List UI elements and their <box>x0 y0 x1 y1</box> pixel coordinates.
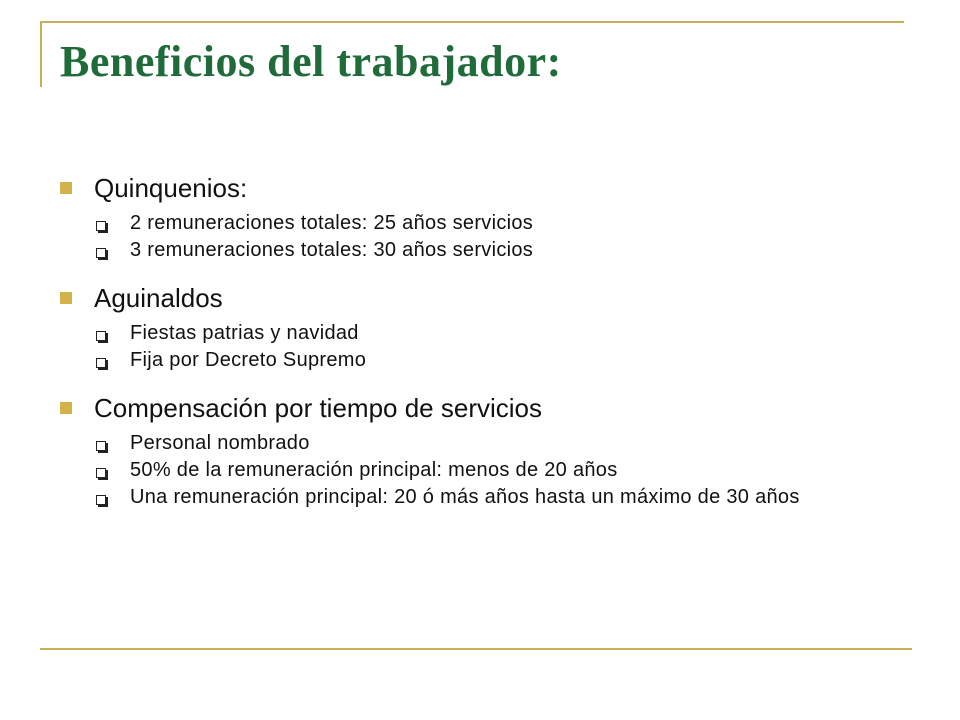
section-heading: Compensación por tiempo de servicios <box>94 392 542 423</box>
section-heading: Quinquenios: <box>94 172 248 203</box>
shadowed-box-bullet-icon <box>96 358 106 368</box>
list-item-text: 50% de la remuneración principal: menos de 20 años <box>130 459 618 481</box>
square-bullet-icon <box>60 182 72 194</box>
slide-title: Beneficios del trabajador: <box>60 37 562 86</box>
list-item <box>60 458 912 482</box>
list-item-text: Fija por Decreto Supremo <box>130 349 367 371</box>
sub-list <box>60 431 912 509</box>
shadowed-box-bullet-icon <box>96 331 106 341</box>
list-item <box>60 431 912 455</box>
shadowed-box-bullet-icon <box>96 441 106 451</box>
left-rule <box>40 21 42 87</box>
top-rule <box>40 21 904 23</box>
slide-content <box>60 168 912 525</box>
section-heading: Aguinaldos <box>94 282 223 313</box>
list-item <box>60 211 912 235</box>
list-item-text: 3 remuneraciones totales: 30 años servicios <box>130 239 534 261</box>
sub-list <box>60 211 912 262</box>
square-bullet-icon <box>60 402 72 414</box>
section-heading-row <box>60 278 912 318</box>
bottom-rule <box>40 648 912 650</box>
list-item-text: 2 remuneraciones totales: 25 años servicios <box>130 212 534 234</box>
section-quinquenios <box>60 168 912 262</box>
shadowed-box-bullet-icon <box>96 221 106 231</box>
list-item <box>60 238 912 262</box>
sub-list <box>60 321 912 372</box>
list-item <box>60 321 912 345</box>
shadowed-box-bullet-icon <box>96 468 106 478</box>
section-heading-row <box>60 168 912 208</box>
list-item-text: Fiestas patrias y navidad <box>130 322 359 344</box>
shadowed-box-bullet-icon <box>96 495 106 505</box>
square-bullet-icon <box>60 292 72 304</box>
list-item-text: Una remuneración principal: 20 ó más años hasta un máximo de 30 años <box>130 486 800 508</box>
section-aguinaldos <box>60 278 912 372</box>
list-item-text: Personal nombrado <box>130 432 310 454</box>
shadowed-box-bullet-icon <box>96 248 106 258</box>
list-item <box>60 348 912 372</box>
section-heading-row <box>60 388 912 428</box>
list-item <box>60 485 912 509</box>
section-compensacion <box>60 388 912 509</box>
